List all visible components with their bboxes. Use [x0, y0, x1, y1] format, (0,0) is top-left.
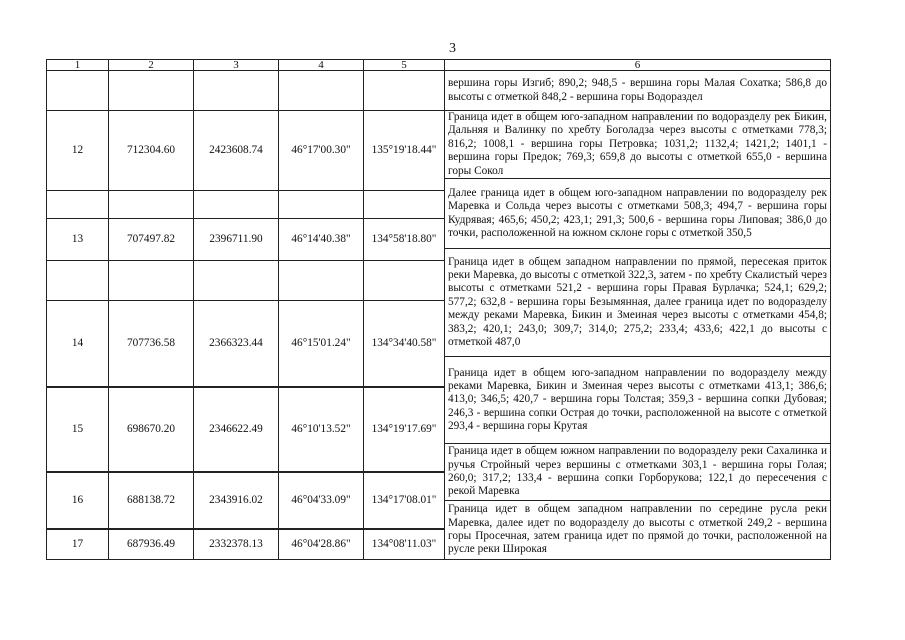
- longitude: 134°34'40.58": [364, 301, 445, 387]
- y-coordinate: 2366323.44: [194, 301, 279, 387]
- x-coordinate: 688138.72: [109, 473, 194, 529]
- point-number: 14: [47, 301, 109, 387]
- latitude: 46°17'00.30": [279, 111, 364, 191]
- longitude: 134°19'17.69": [364, 388, 445, 472]
- boundary-description: Граница идет в общем юго-западном направлении по водоразделу между реками Маревка, Бикин и Змеиная через высоты с отметками 413,1; 386,6; 413,0; 346,5; 420,7 - вершина горы Толстая; 359,3 - вершина сопки Дубовая; 246,3 - вершина сопки Острая до точки, расположенной на высоте с отметкой 293,4 - вершина горы Крутая: [445, 357, 831, 444]
- table-row: [47, 71, 831, 111]
- x-coordinate: 707736.58: [109, 301, 194, 387]
- boundary-description: Граница идет в общем южном направлении по водоразделу реки Сахалинка и ручья Стройный через вершины с отметками 303,1 - вершина горы Голая; 260,0; 317,2; 133,4 - вершина сопки Горборукова; 122,1 до пересечения с рекой Маревка: [445, 444, 831, 501]
- column-header: 6: [445, 60, 831, 71]
- point-number: 13: [47, 219, 109, 261]
- point-number: 16: [47, 473, 109, 529]
- y-coordinate: 2343916.02: [194, 473, 279, 529]
- latitude: 46°15'01.24": [279, 301, 364, 387]
- boundary-description: Граница идет в общем западном направлении по середине русла реки Маревка, далее идет по водоразделу до высоты с отметкой 249,2 - вершина горы Просечная, затем граница идет по прямой до точки, расположенной на русле реки Широкая: [445, 501, 831, 560]
- column-header: 1: [47, 60, 109, 71]
- latitude: 46°10'13.52": [279, 388, 364, 472]
- longitude: 134°17'08.01": [364, 473, 445, 529]
- x-coordinate: 687936.49: [109, 530, 194, 560]
- table-row: [47, 111, 831, 152]
- x-coordinate: 698670.20: [109, 388, 194, 472]
- longitude: 134°08'11.03": [364, 530, 445, 560]
- boundary-description: Граница идет в общем юго-западном направлении по водоразделу рек Бикин, Дальняя и Валинку по хребту Боголадза через высоты с отметками 778,3; 816,2; 1008,1 - вершина горы Петровка; 1031,2; 1132,4; 1421,2; 1401,1 - вершина горы Предок; 769,3; 659,8 до высоты с отметкой 655,0 - вершина горы Сокол: [445, 111, 831, 179]
- column-header: 3: [194, 60, 279, 71]
- boundary-description: Граница идет в общем западном направлении по прямой, пересекая приток реки Маревка, до высоты с отметкой 322,3, затем - по хребту Скалистый через высоты с отметками 521,2 - вершина горы Правая Бурлачка; 524,1; 629,2; 577,2; 632,8 - вершина горы Безымянная, далее граница идет по водоразделу между реками Маревка, Бикин и Змеиная через высоты с отметками 454,8; 383,2; 420,1; 243,0; 309,7; 314,0; 275,2; 233,4; 433,6; 422,1 до высоты с отметкой 487,0: [445, 249, 831, 357]
- y-coordinate: 2346622.49: [194, 388, 279, 472]
- x-coordinate: 712304.60: [109, 111, 194, 191]
- column-header: 4: [279, 60, 364, 71]
- x-coordinate: 707497.82: [109, 219, 194, 261]
- page-number: 3: [449, 41, 456, 56]
- y-coordinate: 2396711.90: [194, 219, 279, 261]
- column-header: 2: [109, 60, 194, 71]
- boundary-description: Далее граница идет в общем юго-западном направлении по водоразделу рек Маревка и Сольда через высоты с отметками 508,3; 494,7 - вершина горы Кудрявая; 465,6; 450,2; 423,1; 291,3; 500,6 - вершина горы Липовая; 386,0 до точки, расположенной на южном склоне горы с отметкой 350,5: [445, 179, 831, 249]
- boundary-coordinates-table: [46, 59, 831, 560]
- longitude: 134°58'18.80": [364, 219, 445, 261]
- boundary-description: вершина горы Изгиб; 890,2; 948,5 - вершина горы Малая Сохатка; 586,8 до высоты с отметкой 848,2 - вершина горы Водораздел: [445, 71, 831, 111]
- point-number: 15: [47, 388, 109, 472]
- y-coordinate: 2332378.13: [194, 530, 279, 560]
- point-number: 12: [47, 111, 109, 191]
- longitude: 135°19'18.44": [364, 111, 445, 191]
- latitude: 46°04'33.09": [279, 473, 364, 529]
- y-coordinate: 2423608.74: [194, 111, 279, 191]
- point-number: 17: [47, 530, 109, 560]
- latitude: 46°04'28.86": [279, 530, 364, 560]
- column-header: 5: [364, 60, 445, 71]
- latitude: 46°14'40.38": [279, 219, 364, 261]
- table-header-row: [47, 60, 831, 71]
